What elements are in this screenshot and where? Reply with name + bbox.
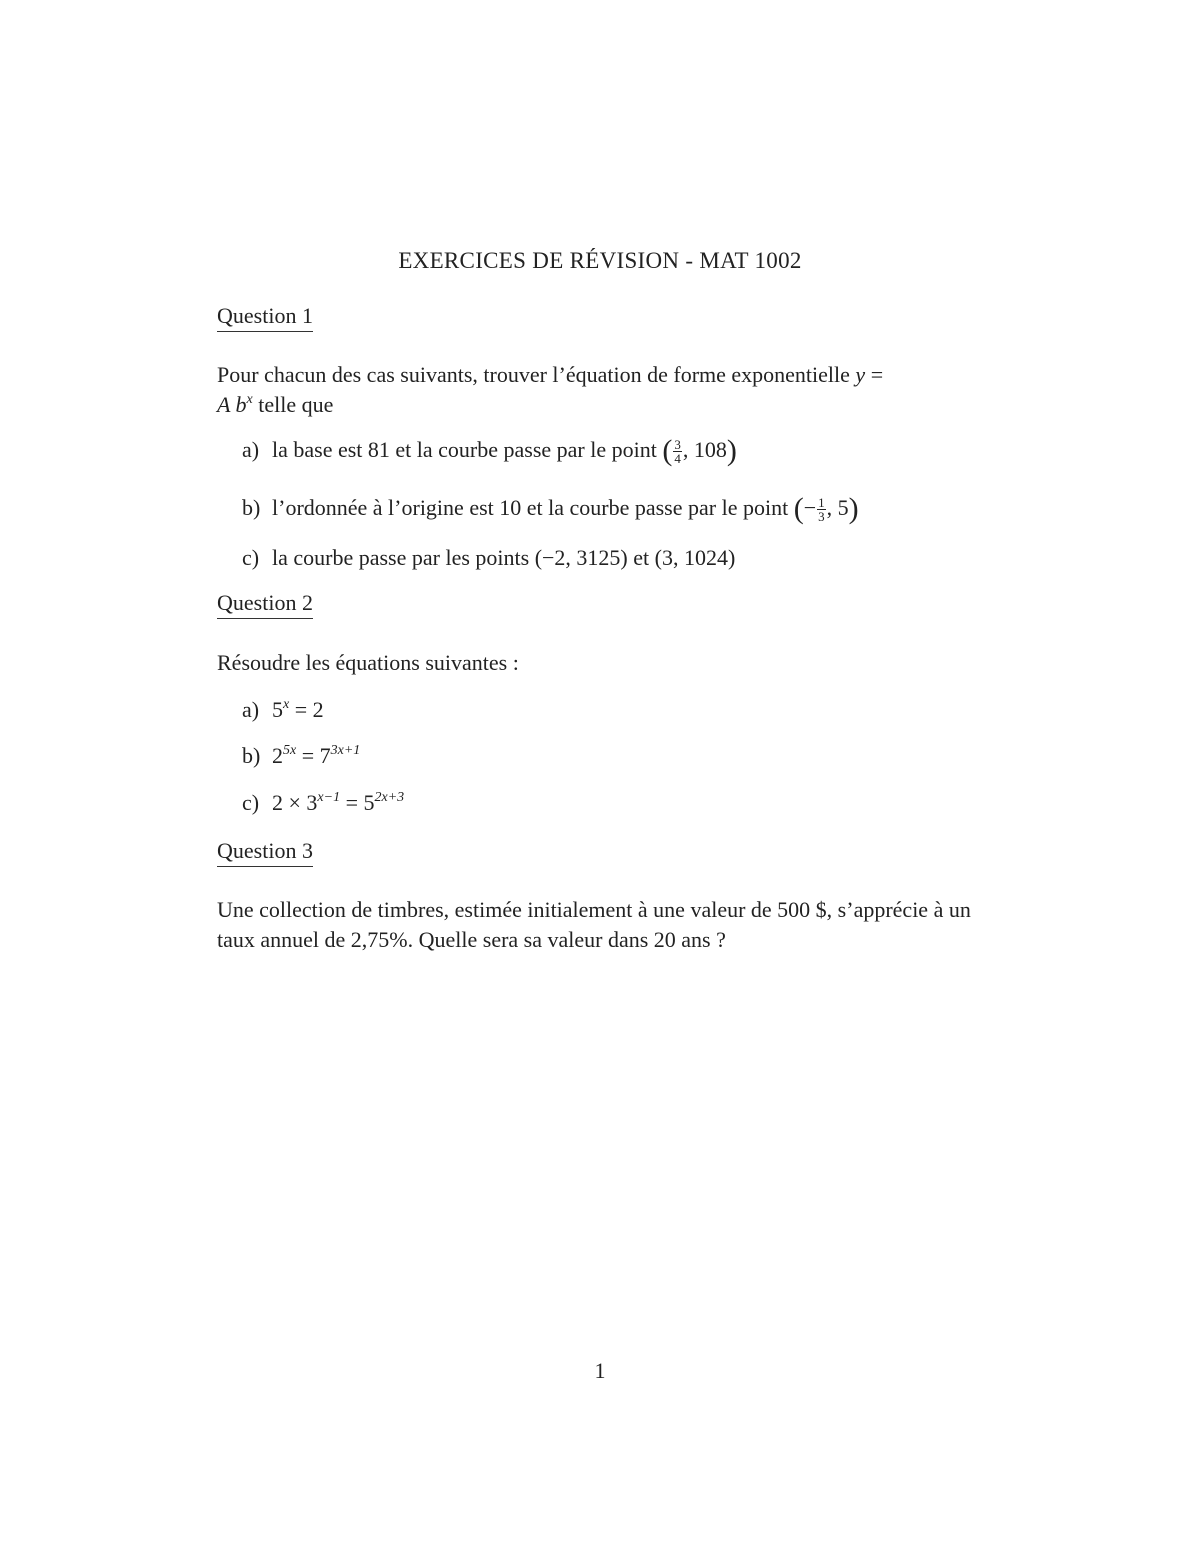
intro-x: x	[246, 392, 253, 407]
item-label: a)	[242, 437, 260, 462]
intro-eq: =	[865, 362, 884, 387]
intro-tail: telle que	[252, 392, 334, 417]
question-3-heading: Question 3	[217, 838, 313, 867]
question-1-item-c	[242, 543, 735, 573]
item-label: c)	[242, 790, 260, 815]
exponent: x	[283, 697, 290, 712]
intro-text: Pour chacun des cas suivants, trouver l’équation de forme exponentielle	[217, 362, 856, 387]
item-label: b)	[242, 495, 261, 520]
base: 5	[272, 697, 283, 722]
question-1-intro	[217, 360, 997, 420]
page-number: 1	[594, 1358, 606, 1383]
question-2-intro: Résoudre les équations suivantes :	[217, 650, 519, 675]
intro-A: A b	[217, 392, 247, 417]
question-1-item-a: a) la base est 81 et la courbe passe par le point ( $\frac{3}{4}$ , 108)	[242, 434, 737, 467]
mid: = 7	[296, 743, 331, 768]
rest: = 2	[289, 697, 324, 722]
item-label: a)	[242, 697, 260, 722]
intro-y: y	[855, 362, 866, 387]
item-after: , 108	[682, 437, 727, 462]
question-2-item-c	[242, 788, 404, 818]
page-title: EXERCICES DE RÉVISION - MAT 1002	[398, 248, 802, 273]
question-2-heading: Question 2	[217, 590, 313, 619]
question-2-item-a	[242, 695, 324, 725]
item-text: l’ordonnée à l’origine est 10 et la courbe passe par le point	[272, 495, 794, 520]
exponent: 5x	[283, 743, 297, 758]
mid: = 5	[340, 790, 375, 815]
fraction: $\frac{1}{3}$	[818, 495, 825, 525]
exponent-2: 3x+1	[330, 743, 361, 758]
exponent-2: 2x+3	[374, 790, 405, 805]
question-2-item-b	[242, 741, 360, 771]
item-label: b)	[242, 743, 261, 768]
sign: −	[803, 495, 817, 520]
item-text: la courbe passe par les points (−2, 3125) et (3, 1024)	[272, 545, 736, 570]
base: 2 × 3	[272, 790, 318, 815]
question-3-text: Une collection de timbres, estimée initialement à une valeur de 500 $, s’apprécie à un taux annuel de 2,75%. Quelle sera sa valeur dans 20 ans ?	[217, 897, 971, 952]
question-1-item-b: b) l’ordonnée à l’origine est 10 et la courbe passe par le point (− $\frac{1}{3}$ , 5)	[242, 492, 859, 525]
item-text: la base est 81 et la courbe passe par le point	[272, 437, 663, 462]
fraction: $\frac{3}{4}$	[674, 437, 681, 467]
item-label: c)	[242, 545, 260, 570]
base: 2	[272, 743, 283, 768]
exponent: x−1	[317, 790, 341, 805]
item-after: , 5	[826, 495, 849, 520]
question-1-heading: Question 1	[217, 303, 313, 332]
